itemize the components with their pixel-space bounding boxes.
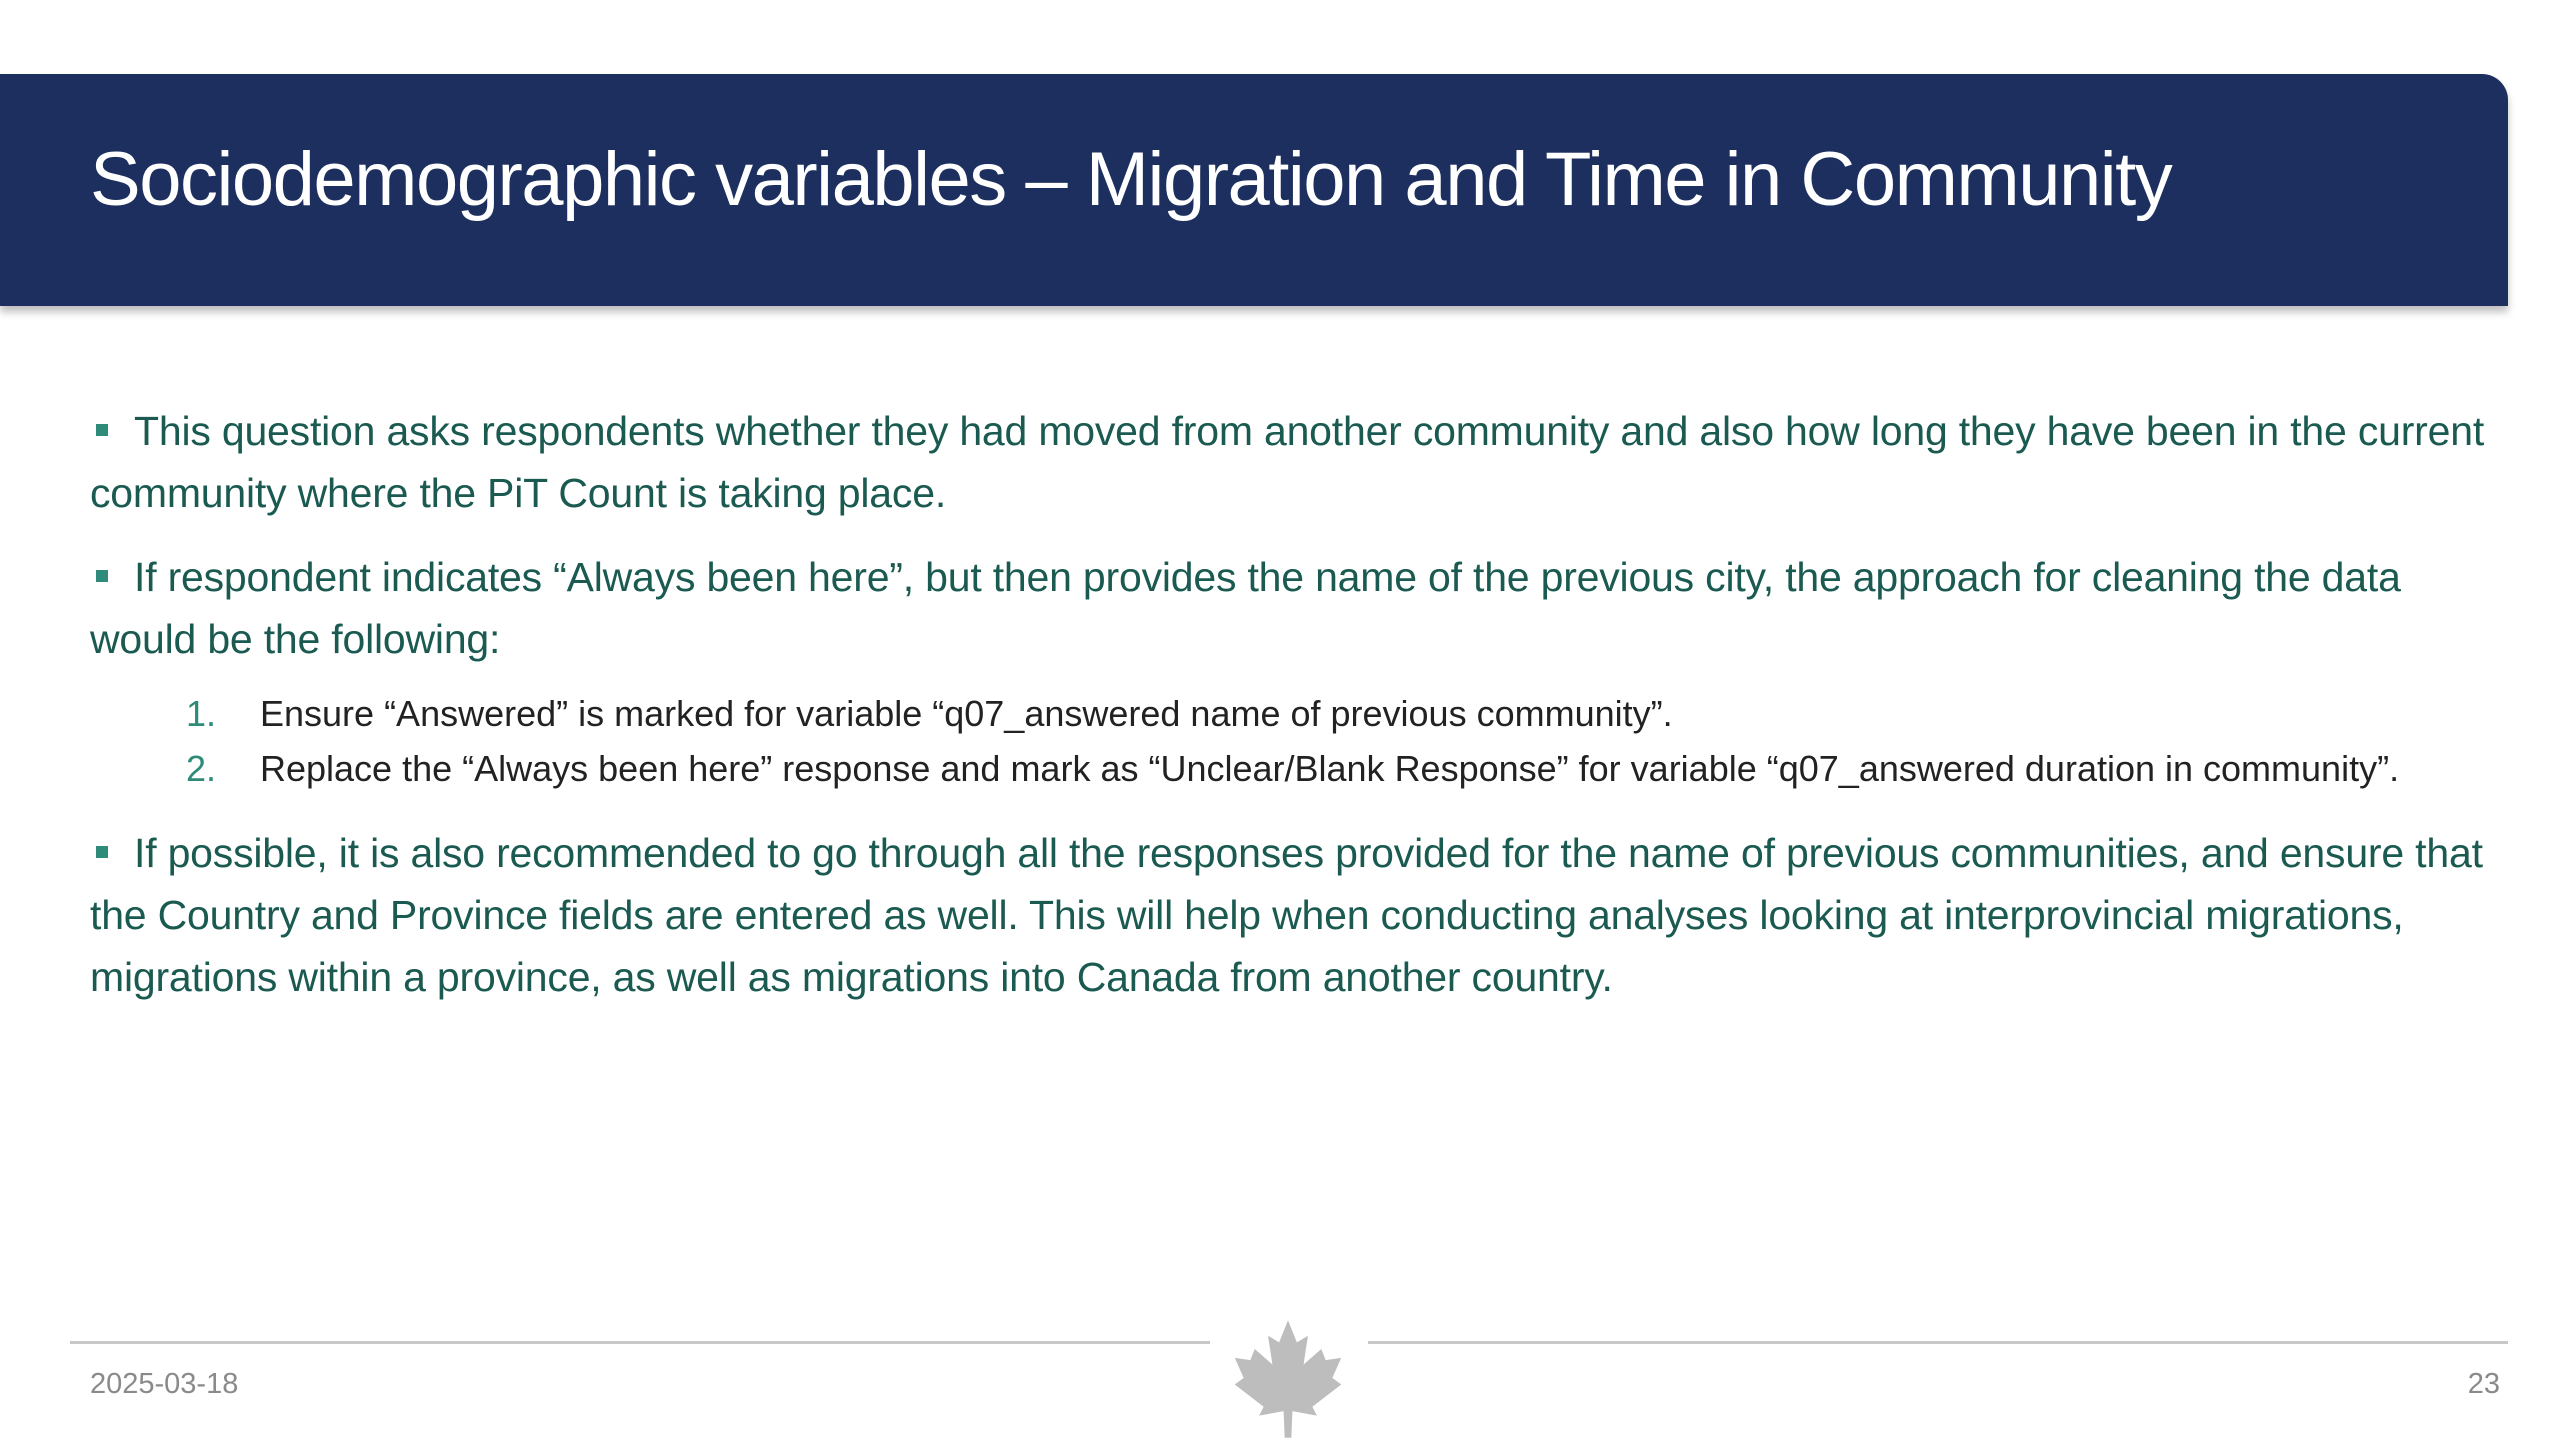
footer-divider-left xyxy=(70,1341,1210,1344)
numbered-item xyxy=(186,741,2490,796)
numbered-list xyxy=(90,686,2490,796)
slide-content xyxy=(90,400,2490,1030)
bullet-item xyxy=(90,822,2490,1008)
bullet-text: This question asks respondents whether they had moved from another community and also how long they have been in the current community where the PiT Count is taking place. xyxy=(90,408,2485,516)
maple-leaf-icon xyxy=(1232,1318,1344,1440)
square-bullet-icon xyxy=(96,570,108,582)
item-number: 2. xyxy=(186,748,217,789)
footer-date: 2025-03-18 xyxy=(90,1368,239,1400)
item-text: Ensure “Answered” is marked for variable “q07_answered name of previous community”. xyxy=(260,693,1673,734)
bullet-item xyxy=(90,400,2490,524)
footer-divider-right xyxy=(1368,1341,2508,1344)
square-bullet-icon xyxy=(96,424,108,436)
page-number: 23 xyxy=(2467,1368,2500,1400)
numbered-item xyxy=(186,686,2490,741)
item-number: 1. xyxy=(186,693,217,734)
square-bullet-icon xyxy=(96,846,108,858)
bullet-item xyxy=(90,546,2490,670)
item-text: Replace the “Always been here” response and mark as “Unclear/Blank Response” for variable “q07_answered duration in community”. xyxy=(260,748,2400,789)
bullet-text: If respondent indicates “Always been here”, but then provides the name of the previous city, the approach for cleaning the data would be the following: xyxy=(90,554,2401,662)
slide-title: Sociodemographic variables – Migration and Time in Community xyxy=(90,137,2172,222)
bullet-text: If possible, it is also recommended to go through all the responses provided for the name of previous communities, and ensure that the Country and Province fields are entered as well. This will help when conducting analyses looking at interprovincial migrations, migrations within a province, as well as migrations into Canada from another country. xyxy=(90,830,2483,1000)
